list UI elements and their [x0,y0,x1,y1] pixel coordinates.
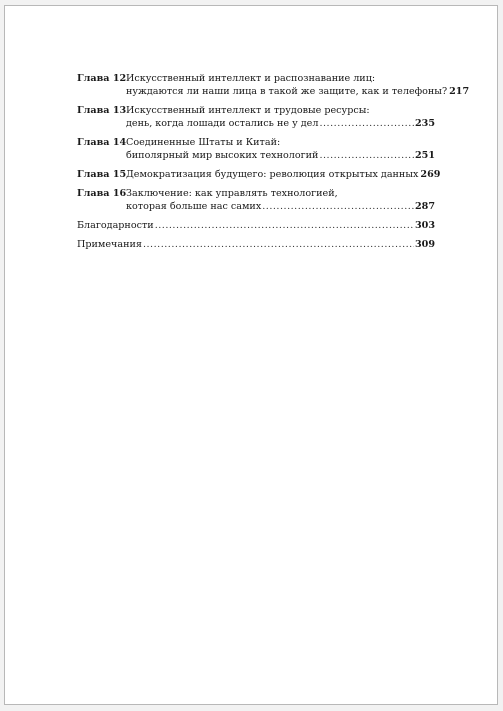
dot-leader [262,200,414,213]
chapter-title-line [126,72,435,85]
dot-leader [155,219,414,232]
page-number: 303 [414,220,435,231]
toc-entry-notes[interactable] [77,238,435,251]
toc-entry-acknowledgements[interactable] [77,219,435,232]
chapter-title-text: Соединенные Штаты и Китай: [126,137,281,148]
chapter-label: Глава 12 [77,73,127,84]
chapter-title-text: биполярный мир высоких технологий [126,150,319,161]
chapter-title [126,136,435,162]
chapter-title [126,168,441,181]
entry-title: Примечания [77,239,142,250]
entry-line [77,219,435,232]
page-number: 217 [449,86,470,97]
page-number: 269 [420,169,441,180]
chapter-title [126,187,435,213]
toc-chapter-15[interactable] [77,168,441,181]
chapter-title [126,104,435,130]
chapter-title-line [126,149,435,162]
dot-leader [319,117,414,130]
toc-chapter-14[interactable] [77,136,435,162]
chapter-label: Глава 13 [77,105,127,116]
chapter-title-text: Заключение: как управлять технологией, [126,188,338,199]
toc-chapter-12[interactable] [77,72,470,98]
book-page [4,5,498,705]
chapter-title-text: Искусственный интеллект и распознавание лиц: [126,73,376,84]
chapter-title-line [126,200,435,213]
page-number: 251 [414,150,435,161]
entry-title: Благодарности [77,220,154,231]
chapter-label: Глава 15 [77,169,127,180]
chapter-title-text: Искусственный интеллект и трудовые ресурсы: [126,105,370,116]
chapter-title-text: день, когда лошади остались не у дел [126,118,319,129]
page-number: 287 [414,201,435,212]
chapter-label: Глава 16 [77,188,127,199]
chapter-title-line [126,117,435,130]
table-of-contents [77,72,470,257]
chapter-label: Глава 14 [77,137,127,148]
page-number: 309 [414,239,435,250]
chapter-title-text: нуждаются ли наши лица в такой же защите, как и телефоны? [126,86,448,97]
dot-leader [319,149,414,162]
chapter-title [126,72,470,98]
chapter-title-line [126,104,435,117]
chapter-title-line [126,136,435,149]
chapter-title-text: Демократизация будущего: революция открытых данных [126,169,419,180]
chapter-title-line [126,187,435,200]
chapter-title-line [126,168,441,181]
page-number: 235 [414,118,435,129]
dot-leader [143,238,414,251]
toc-chapter-13[interactable] [77,104,435,130]
toc-chapter-16[interactable] [77,187,435,213]
entry-line [77,238,435,251]
chapter-title-text: которая больше нас самих [126,201,262,212]
chapter-title-line [126,85,470,98]
